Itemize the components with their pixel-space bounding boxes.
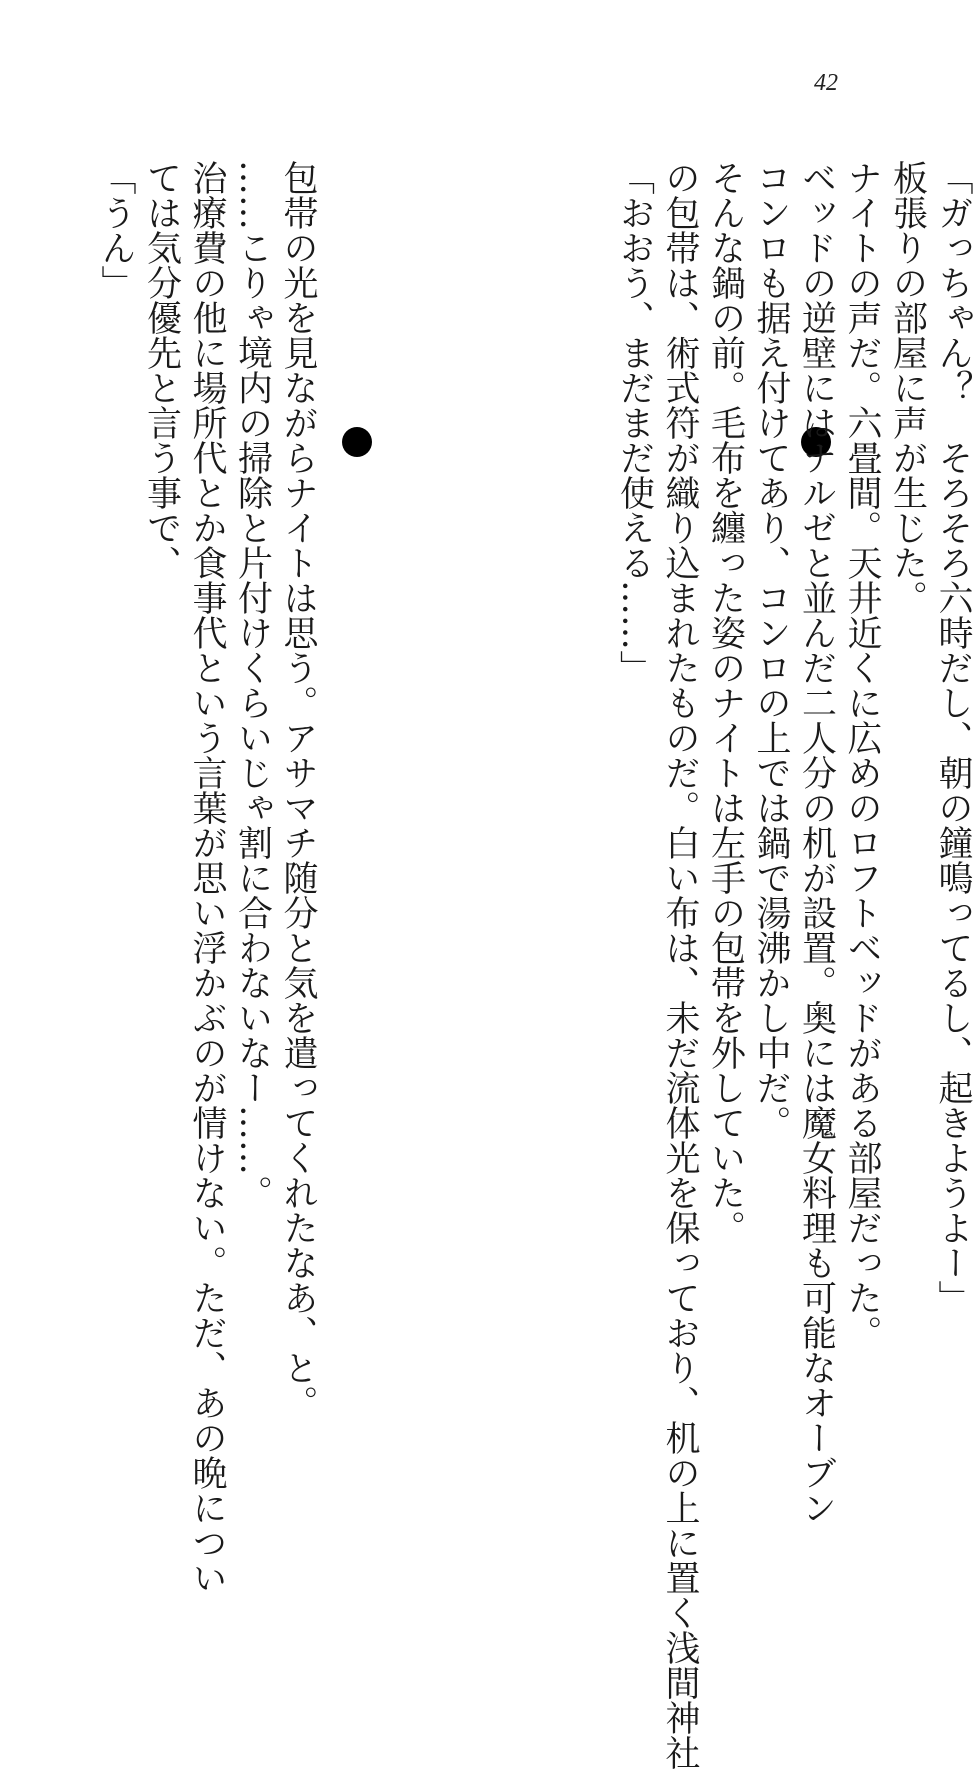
text-column-section-a	[515, 160, 975, 1350]
text-line: 「うん」	[93, 160, 139, 1350]
text-line: コンロも据え付けてあり、コンロの上では鍋で湯沸かし中だ。	[748, 160, 794, 1350]
text-line: 包帯の光を見ながらナイトは思う。アサマチ随分と気を遣ってくれたなあ、と。	[275, 160, 321, 1350]
text-line: 治療費の他に場所代とか食事代という言葉が思い浮かぶのが情けない。ただ、あの晩につい	[184, 160, 230, 1350]
text-column-section-b	[60, 160, 320, 1350]
text-line: 板張りの部屋に声が生じた。	[884, 160, 930, 1350]
text-line: ……こりゃ境内の掃除と片付けくらいじゃ割に合わないなー……。	[229, 160, 275, 1350]
text-line: の包帯は、術式符が織り込まれたものだ。白い布は、未だ流体光を保っており、机の上に置く浅間神社	[657, 160, 703, 1350]
page-number: 42	[814, 70, 838, 97]
text-line: ベッドの逆壁にはナルゼと並んだ二人分の机が設置。奥には魔女料理も可能なオーブン	[793, 160, 839, 1350]
text-line: 「ガっちゃん？ そろそろ六時だし、朝の鐘鳴ってるし、起きようよー」	[930, 160, 975, 1350]
text-line: 「おおう、まだまだ使える……」	[611, 160, 657, 1350]
section-break-dot	[342, 427, 372, 457]
text-line: そんな鍋の前。毛布を纏った姿のナイトは左手の包帯を外していた。	[702, 160, 748, 1350]
text-line: ては気分優先と言う事で、	[138, 160, 184, 1350]
text-line: ナイトの声だ。六畳間。天井近くに広めのロフトベッドがある部屋だった。	[839, 160, 885, 1350]
